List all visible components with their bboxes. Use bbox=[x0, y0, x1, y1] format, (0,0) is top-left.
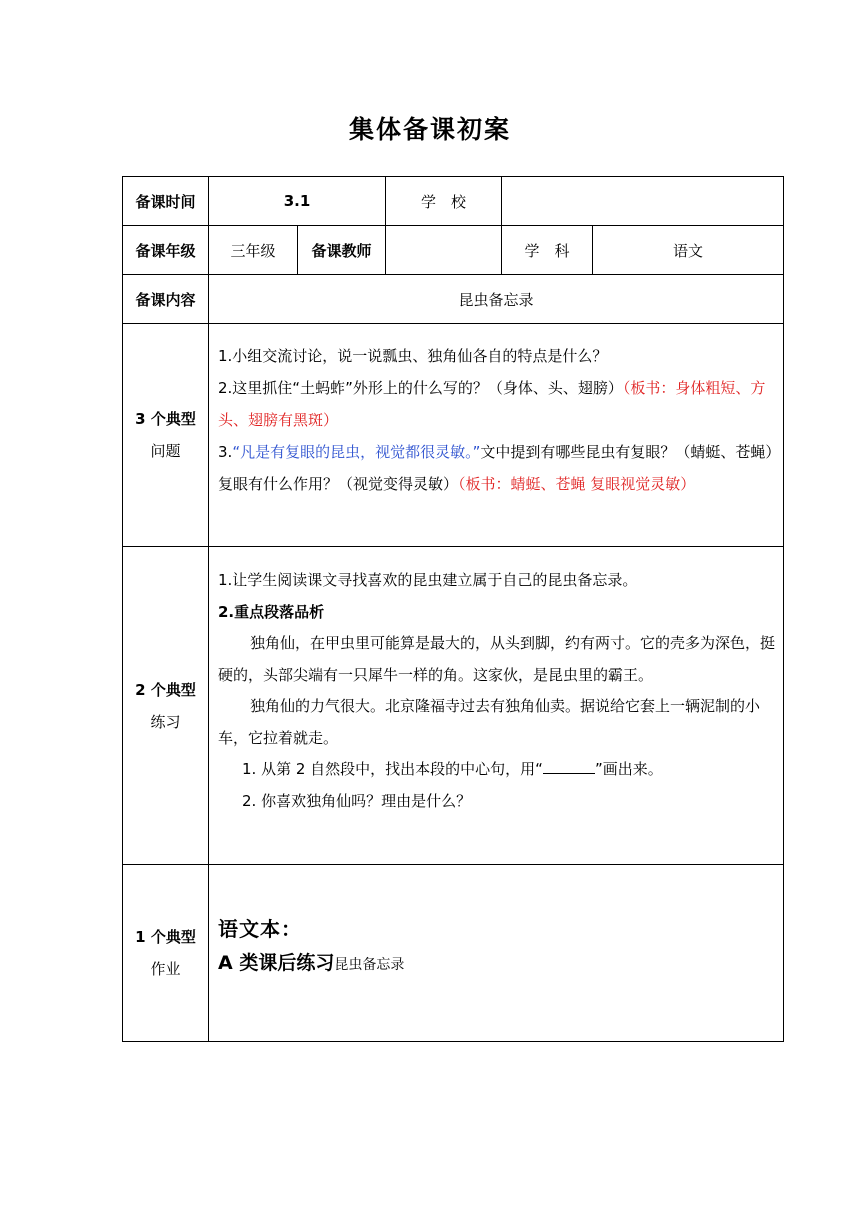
grade-value: 三年级 bbox=[230, 241, 276, 260]
homework-label-line1: 1 个典型 bbox=[135, 928, 196, 946]
grid bbox=[122, 176, 784, 1042]
exercises-label-cell bbox=[122, 546, 209, 865]
problem-3-quote: “凡是有复眼的昆虫，视觉都很灵敏。” bbox=[232, 443, 481, 461]
homework-a-label: A 类课后练习 bbox=[218, 952, 335, 974]
passage-paragraph-2: 独角仙的力气很大。北京隆福寺过去有独角仙卖。据说给它套上一辆泥制的小车，它拉着就走。 bbox=[218, 697, 761, 747]
problem-1: 1.小组交流讨论，说一说瓢虫、独角仙各自的特点是什么？ bbox=[218, 347, 608, 365]
problem-3-prefix: 3. bbox=[218, 443, 233, 461]
grade-value-cell bbox=[208, 225, 298, 275]
homework-label-line2: 作业 bbox=[150, 960, 181, 978]
exercise-2-heading: 2.重点段落品析 bbox=[218, 602, 325, 621]
problem-2-text: 2.这里抓住“土蚂蚱”外形上的什么写的？（身体、头、翅膀） bbox=[218, 379, 623, 397]
sub-question-1-pre: 1. 从第 2 自然段中，找出本段的中心句，用“ bbox=[242, 760, 543, 778]
school-label: 学 校 bbox=[420, 192, 466, 211]
subject-label-cell bbox=[501, 225, 593, 275]
school-label-cell bbox=[385, 176, 502, 226]
exercise-1: 1.让学生阅读课文寻找喜欢的昆虫建立属于自己的昆虫备忘录。 bbox=[218, 571, 638, 589]
time-label: 备课时间 bbox=[135, 192, 196, 211]
exercises-label-line2: 练习 bbox=[150, 712, 181, 731]
problems-label-cell bbox=[122, 323, 209, 547]
grade-label: 备课年级 bbox=[135, 241, 196, 260]
problem-3-note: （板书：蜻蜓、苍蝇 复眼视觉灵敏） bbox=[458, 475, 696, 493]
time-value-cell bbox=[208, 176, 386, 226]
time-label-cell bbox=[122, 176, 209, 226]
content-label-cell bbox=[122, 274, 209, 324]
content-value: 昆虫备忘录 bbox=[458, 290, 534, 309]
sub-question-2: 2. 你喜欢独角仙吗？理由是什么？ bbox=[242, 791, 472, 810]
problems-label-line1: 3 个典型 bbox=[135, 410, 196, 428]
homework-label-cell bbox=[122, 864, 209, 1042]
sub-question-1-post: ”画出来。 bbox=[594, 760, 663, 778]
homework-item-a bbox=[218, 948, 775, 975]
problems-content bbox=[208, 323, 784, 547]
exercises-content bbox=[208, 546, 784, 865]
teacher-value-cell bbox=[385, 225, 502, 275]
problems-label-line2: 问题 bbox=[150, 442, 181, 460]
subject-value: 语文 bbox=[672, 241, 703, 260]
homework-content bbox=[208, 864, 784, 1042]
problem-3-text: 文中提到有哪些昆虫有复眼？（蜻蜓、苍蝇）复眼有什么作用？（视觉变得灵敏） bbox=[218, 443, 773, 493]
content-value-cell bbox=[208, 274, 784, 324]
sub-question-1 bbox=[218, 754, 775, 786]
problem-3 bbox=[218, 436, 775, 500]
page-title: 集体备课初案 bbox=[348, 115, 511, 144]
grade-label-cell bbox=[122, 225, 209, 275]
content-label: 备课内容 bbox=[135, 290, 196, 309]
homework-heading: 语文本： bbox=[218, 917, 302, 941]
homework-a-detail: 昆虫备忘录 bbox=[334, 957, 405, 973]
exercises-label-line1: 2 个典型 bbox=[135, 680, 196, 699]
problem-2 bbox=[218, 372, 775, 436]
passage-paragraph-1: 独角仙，在甲虫里可能算是最大的，从头到脚，约有两寸。它的壳多为深色，挺硬的，头部尖端有一只犀牛一样的角。这家伙，是昆虫里的霸王。 bbox=[218, 634, 776, 684]
answer-blank bbox=[543, 757, 595, 774]
problem-2-note: （板书：身体粗短、方头、翅膀有黑斑） bbox=[218, 379, 766, 429]
school-value-cell bbox=[501, 176, 784, 226]
subject-value-cell bbox=[592, 225, 784, 275]
time-value: 3.1 bbox=[283, 192, 311, 210]
subject-label: 学 科 bbox=[524, 241, 570, 260]
teacher-label: 备课教师 bbox=[311, 241, 372, 260]
teacher-label-cell bbox=[297, 225, 386, 275]
